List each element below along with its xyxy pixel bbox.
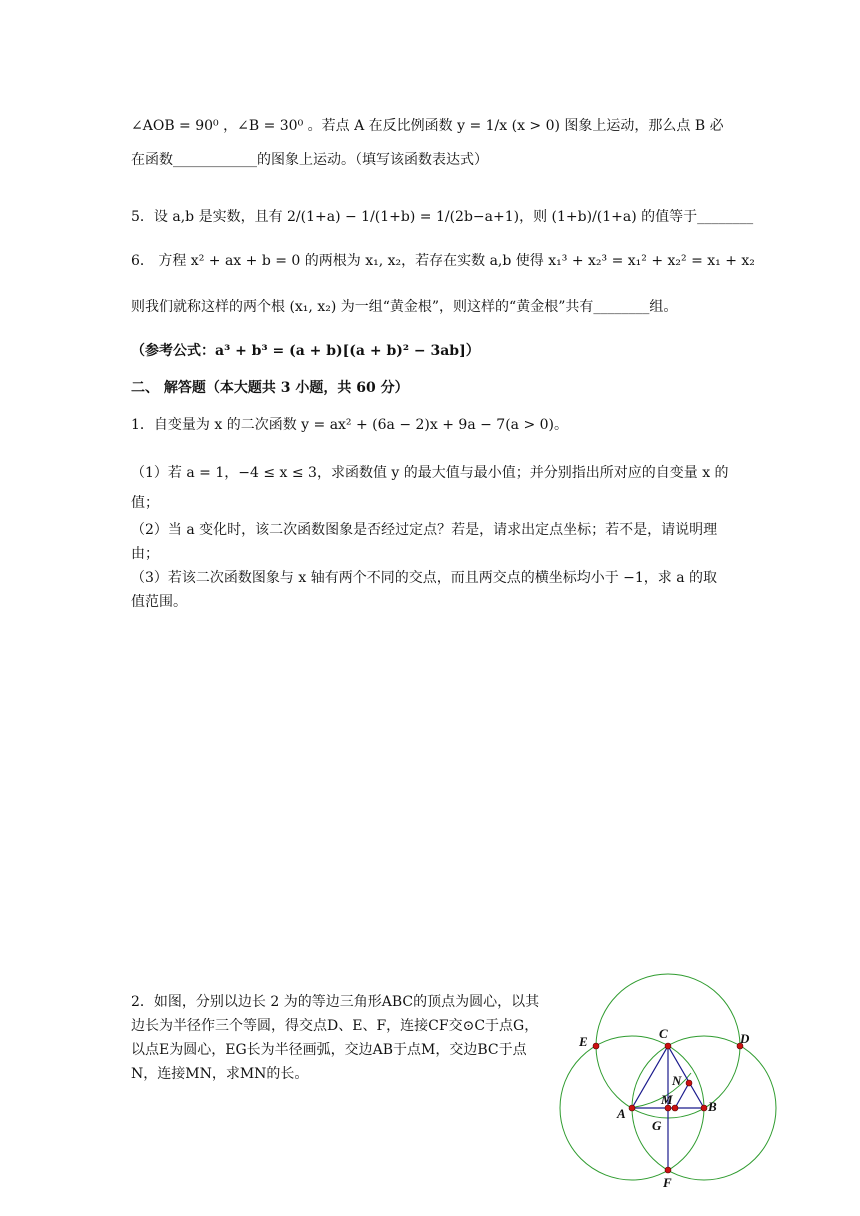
problem6-line2: 则我们就称这样的两个根 (x₁, x₂) 为一组“黄金根”，则这样的“黄金根”共有________组。 — [131, 299, 678, 315]
point-n — [686, 1080, 692, 1086]
label-e: E — [579, 1034, 588, 1049]
label-b: B — [708, 1099, 717, 1114]
label-n: N — [672, 1073, 682, 1088]
label-g: G — [652, 1118, 662, 1133]
label-c: C — [659, 1026, 668, 1041]
q1-part2: （2）当 a 变化时，该二次函数图象是否经过定点？若是，请求出定点坐标；若不是，请说明理由； — [131, 522, 718, 562]
problem4-line1: ∠AOB = 90⁰ ，∠B = 30⁰ 。若点 A 在反比例函数 y = 1/x (x > 0) 图象上运动，那么点 B 必 — [131, 118, 724, 134]
q1-part3: （3）若该二次函数图象与 x 轴有两个不同的交点，而且两交点的横坐标均小于 −1，求 a 的取值范围。 — [131, 570, 718, 610]
q1-stem: 1．自变量为 x 的二次函数 y = ax² + (6a − 2)x + 9a − 7(a > 0)。 — [131, 417, 569, 433]
label-f: F — [663, 1175, 672, 1190]
point-b — [701, 1105, 707, 1111]
point-a — [629, 1105, 635, 1111]
problem6-line1: 6． 方程 x² + ax + b = 0 的两根为 x₁, x₂，若存在实数 a,b 使得 x₁³ + x₂³ = x₁² + x₂² = x₁ + x₂ — [131, 253, 755, 269]
reference-formula: （参考公式：a³ + b³ = (a + b)[(a + b)² − 3ab]） — [131, 343, 480, 359]
label-a: A — [617, 1106, 626, 1121]
point-f — [665, 1167, 671, 1173]
label-m: M — [661, 1092, 673, 1107]
q1-part1: （1）若 a = 1，−4 ≤ x ≤ 3，求函数值 y 的最大值与最小值；并分别指出所对应的自变量 x 的值； — [131, 465, 729, 511]
problem5-text: 5．设 a,b 是实数，且有 2/(1+a) − 1/(1+b) = 1/(2b−a+1)，则 (1+b)/(1+a) 的值等于________ — [131, 209, 754, 225]
geometry-figure — [555, 970, 790, 1192]
q2-text: 2．如图，分别以边长 2 为的等边三角形ABC的顶点为圆心，以其边长为半径作三个等圆，得交点D、E、F，连接CF交⊙C于点G，以点E为圆心，EG长为半径画弧，交边AB于点M，交边BC于点N，连接MN，求MN的长。 — [131, 994, 540, 1082]
label-d: D — [740, 1031, 750, 1046]
problem4-line2: 在函数____________的图象上运动。（填写该函数表达式） — [131, 152, 488, 168]
section-heading: 二、 解答题（本大题共 3 小题，共 60 分） — [131, 380, 409, 396]
point-m — [672, 1105, 678, 1111]
point-c — [665, 1043, 671, 1049]
point-e — [593, 1043, 599, 1049]
